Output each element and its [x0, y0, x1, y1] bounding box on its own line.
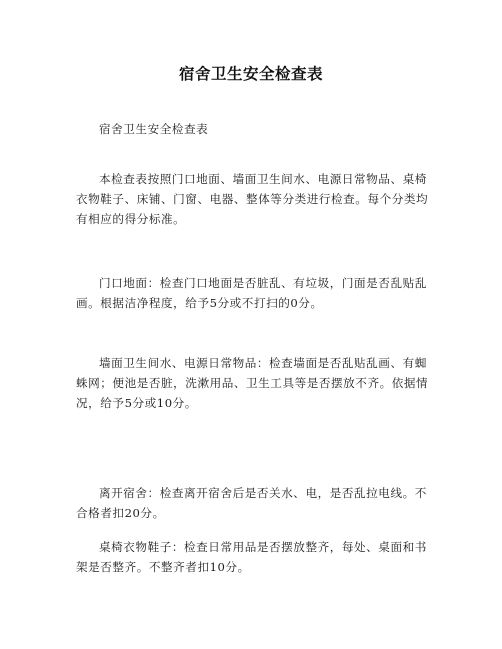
paragraph-desk-clothes: 桌椅衣物鞋子：检查日常用品是否摆放整齐，每处、桌面和书架是否整齐。不整齐者扣10分。: [76, 540, 427, 574]
paragraph-wall-bathroom: 墙面卫生间水、电源日常物品：检查墙面是否乱贴乱画、有蜘蛛网；便池是否脏，洗漱用品、卫生工具等是否摆放不齐。依据情况，给予5分或10分。: [76, 356, 429, 410]
document-title: 宿舍卫生安全检查表: [178, 65, 323, 83]
paragraph-subtitle: 宿舍卫生安全检查表: [99, 122, 209, 136]
paragraph-entrance-floor: 门口地面：检查门口地面是否脏乱、有垃圾，门面是否乱贴乱画。根据洁净程度，给予5分或不打扫的0分。: [76, 276, 427, 310]
paragraph-intro: 本检查表按照门口地面、墙面卫生间水、电源日常物品、桌椅衣物鞋子、床铺、门窗、电器、整体等分类进行检查。每个分类均有相应的得分标准。: [76, 172, 429, 226]
paragraph-leaving-dorm: 离开宿舍：检查离开宿舍后是否关水、电，是否乱拉电线。不合格者扣20分。: [76, 486, 427, 520]
